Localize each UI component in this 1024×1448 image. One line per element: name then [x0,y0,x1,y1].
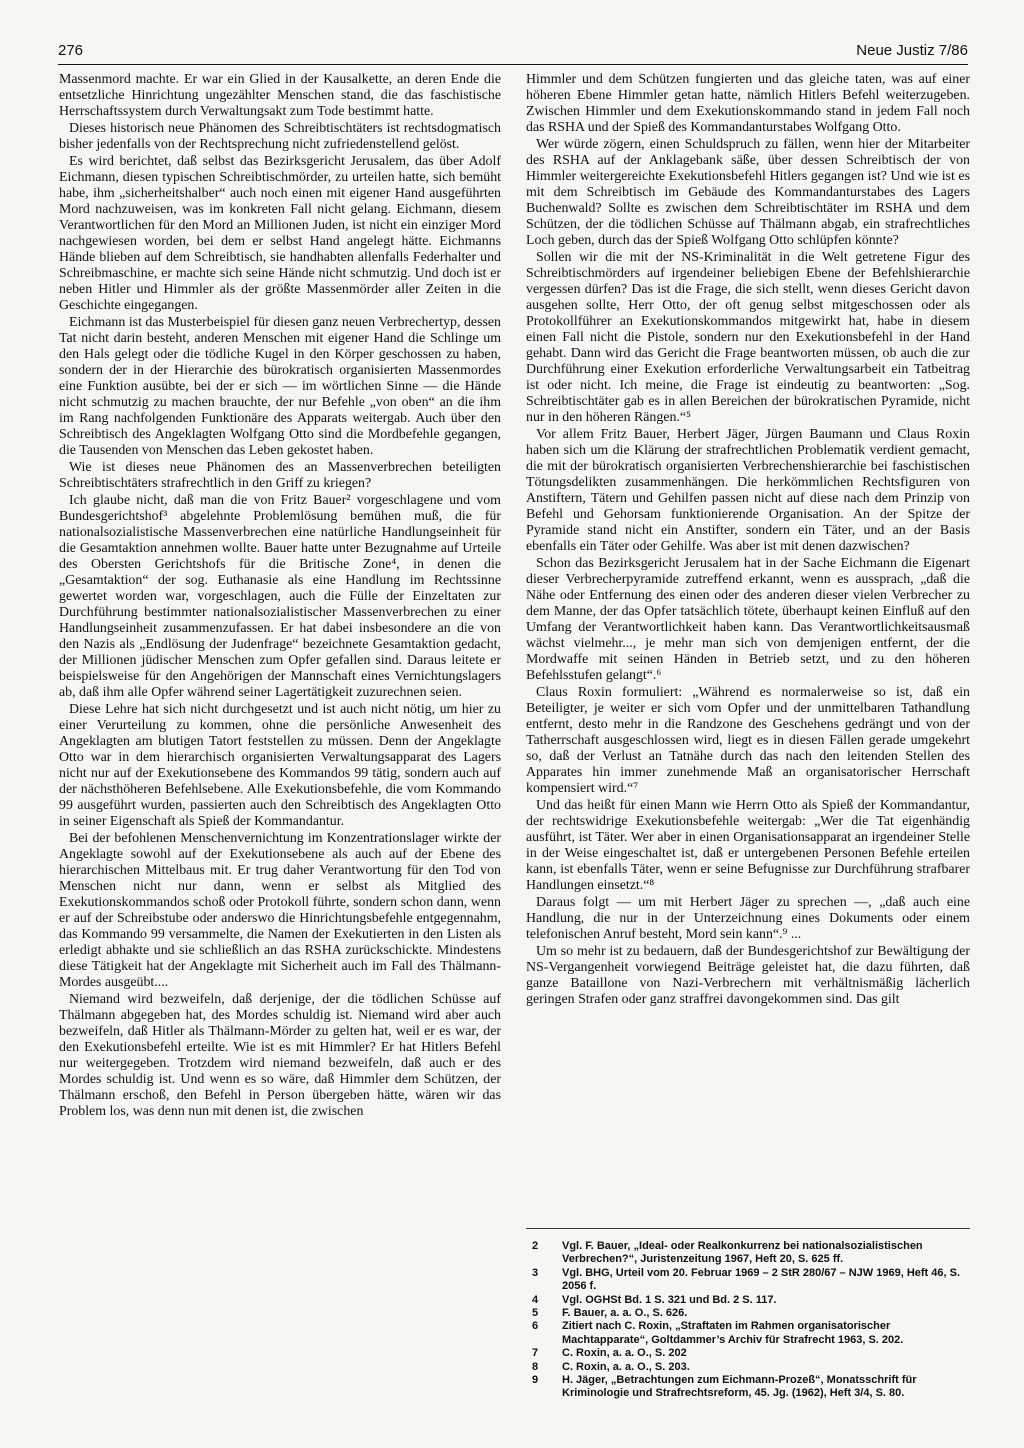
footnote-divider [526,1228,970,1229]
footnote [526,1294,970,1307]
footnote-number: 2 [532,1240,539,1252]
footnote-text: F. Bauer, a. a. O., S. 626. [562,1307,688,1320]
paragraph: Es wird berichtet, daß selbst das Bezirksgericht Jerusalem, das über Adolf Eichmann, diesen typischen Schreibtischmörder, zu urteilen hatte, sich bemüht habe, ihm „sicherheitshalber“ auch noch einen mit eigener Hand ausgeführten Mord nachzuweisen, was im konkreten Fall nicht gelang. Eichmann, diesem Verantwortlichen für den Mord an Millionen Juden, ist nicht ein einziger Mord nachgewiesen worden, bei dem er selbst Hand angelegt hätte. Eichmanns Hände blieben auf dem Schreibtisch, sie handhabten allenfalls Federhalter und Schreibmaschine, er machte sich seine Hände nicht schmutzig. Und doch ist er neben Hitler und Himmler als der größte Massenmörder aller Zeiten in die Geschichte eingegangen. [59,154,501,313]
footnote [526,1374,970,1401]
paragraph: Schon das Bezirksgericht Jerusalem hat in der Sache Eichmann die Eigenart dieser Verbrecherpyramide zutreffend erkannt, wenn es aussprach, „daß die Nähe oder Entfernung des einen oder des anderen dieser vielen Verbrecher zu dem Manne, der das Opfer tatsächlich tötete, überhaupt keinen Einfluß auf den Umfang der Verantwortlichkeit haben kann. Das Verantwortlichkeitsausmaß wächst vielmehr..., je mehr man sich von demjenigen entfernt, der die Mordwaffe mit seinen Händen in Betrieb setzt, und zu den höheren Befehlsstufen gelangt“.⁶ [526,556,970,683]
paragraph: Sollen wir die mit der NS-Kriminalität in die Welt getretene Figur des Schreibtischmörders auf irgendeiner beliebigen Ebene der Befehlshierarchie vergessen dürfen? Das ist die Frage, die sich stellt, wenn dieses Gericht davon ausgehen sollte, Herr Otto, der oft genug selbst mitgeschossen oder als Protokollführer an Exekutionskommandos mitgewirkt hat, habe in diesem einen Fall nicht die Pistole, sondern nur den Exekutionsbefehl in der Hand gehabt. Dann wird das Gericht die Frage beantworten müssen, ob auch die zur Durchführung einer Exekution erforderliche Verwaltungsarbeit ein Tatbeitrag ist oder nicht. Ich meine, die Frage ist eindeutig zu beantworten: „Sog. Schreibtischtäter gab es in allen Bereichen der bürokratischen Pyramide, nicht nur in den höheren Rängen.“⁵ [526,250,970,425]
paragraph: Diese Lehre hat sich nicht durchgesetzt und ist auch nicht nötig, um hier zu einer Verurteilung zu kommen, ohne die persönliche Anwesenheit des Angeklagten am blutigen Tatort feststellen zu müssen. Denn der Angeklagte Otto war in dem hierarchisch organisierten Verwaltungsapparat des Lagers nicht nur auf der Exekutionsebene des Kommandos 99 tätig, sondern auch auf der nächsthöheren Befehlsebene. Alle Exekutionsbefehle, die vom Kommando 99 ausgeführt wurden, passierten auch den Schreibtisch des Angeklagten Otto in seiner Eigenschaft als Spieß der Kommandantur. [59,702,501,829]
right-column [526,72,970,1009]
paragraph: Wer würde zögern, einen Schuldspruch zu fällen, wenn hier der Mitarbeiter des RSHA auf der Anklagebank säße, über dessen Schreibtisch der von Himmler weitergereichte Exekutionsbefehl Hitlers gegangen ist? Und wie ist es mit dem Schreibtisch im Gebäude des Kommandanturstabes des Lagers Buchenwald? Sollte es zwischen dem Schreibtischtäter im RSHA und dem Schützen, der die tödlichen Schüsse auf Thälmann abgab, ein strafrechtliches Loch geben, durch das der Spieß Wolfgang Otto schlüpfen könnte? [526,137,970,248]
footnote-number: 7 [532,1347,539,1360]
paragraph: Daraus folgt — um mit Herbert Jäger zu sprechen —, „daß auch eine Handlung, die nur in der Unterzeichnung eines Dokuments oder einem telefonischen Anruf besteht, Mord sein kann“.⁹ ... [526,895,970,942]
footnote-number: 6 [532,1320,539,1333]
paragraph: Wie ist dieses neue Phänomen des an Massenverbrechen beteiligten Schreibtischtäters strafrechtlich in den Griff zu kriegen? [59,460,501,491]
footnote-number: 8 [532,1360,539,1373]
journal-issue: Neue Justiz 7/86 [856,42,968,59]
footnote [526,1307,970,1320]
footnote-number: 9 [532,1374,539,1387]
paragraph: Massenmord machte. Er war ein Glied in der Kausalkette, an deren Ende die entsetzliche Hinrichtung ungezählter Menschen stand, die das faschistische Herrschaftssystem durch Verwaltungsakt zum Tode bestimmt hatte. [59,72,501,119]
paragraph: Um so mehr ist zu bedauern, daß der Bundesgerichtshof zur Bewältigung der NS-Vergangenheit vorwiegend Beiträge geleistet hat, die dazu führten, daß ganze Bataillone von Nazi-Verbrechern mit verhältnismäßig lächerlich geringen Strafen oder ganz straffrei davongekommen sind. Das gilt [526,944,970,1007]
footnote [526,1320,970,1347]
footnote-text: C. Roxin, a. a. O., S. 203. [562,1360,690,1373]
paragraph: Bei der befohlenen Menschenvernichtung im Konzentrationslager wirkte der Angeklagte sowohl auf der Exekutionsebene als auch auf der Ebene des hierarchischen Mittelbaus mit. Er trug daher Verantwortung für den Tod von Menschen nicht nur dann, wenn er selbst als Mitglied des Exekutionskommandos schoß oder Protokoll führte, sondern schon dann, wenn er auf der Schreibstube oder anderswo die Hinrichtungsbefehle entgegennahm, das Kommando 99 versammelte, die Namen der Exekutierten in den Listen als erledigt abhakte und sie schließlich an das RSHA zurückschickte. Mindestens diese Tätigkeit hat der Angeklagte mit Sicherheit auch im Fall des Thälmann-Mordes ausgeübt.... [59,831,501,990]
paragraph: Claus Roxin formuliert: „Während es normalerweise so ist, daß ein Beteiligter, je weiter er sich vom Opfer und der unmittelbaren Tathandlung entfernt, desto mehr in die Randzone des Geschehens gedrängt und von der Tatherrschaft ausgeschlossen wird, liegt es in diesen Fällen gerade umgekehrt so, daß der Verlust an Tatnähe durch das nach den leitenden Stellen des Apparates hin immer zunehmende Maß an organisatorischer Herrschaft kompensiert wird.“⁷ [526,685,970,796]
footnote-text: H. Jäger, „Betrachtungen zum Eichmann-Prozeß“, Monatsschrift für Kriminologie und Strafrechtsreform, 45. Jg. (1962), Heft 3/4, S. 80. [562,1374,917,1400]
paragraph: Himmler und dem Schützen fungierten und das gleiche taten, was auf einer höheren Ebene Himmler getan hatte, nämlich Hitlers Befehl weiterzugeben. Zwischen Himmler und dem Exekutionskommando stand in jedem Fall noch das RSHA und der Spieß des Kommandanturstabes Wolfgang Otto. [526,72,970,135]
footnote [526,1240,970,1267]
paragraph: Vor allem Fritz Bauer, Herbert Jäger, Jürgen Baumann und Claus Roxin haben sich um die Klärung der strafrechtlichen Problematik verdient gemacht, die mit der bürokratisch organisierten Verbrechenshierarchie bei faschistischen Tötungsdelikten zusammenhängen. Die herkömmlichen Rechtsfiguren von Anstiftern, Tätern und Gehilfen passen nicht auf diese nach dem Prinzip von Befehl und Gehorsam funktionierende Organisation. An der Spitze der Pyramide stand nicht ein Anstifter, sondern ein Täter, und an der Basis ebenfalls ein Täter oder Gehilfe. Was aber ist mit denen dazwischen? [526,427,970,554]
footnotes [526,1240,970,1401]
page-header [58,40,968,65]
footnote-text: Vgl. F. Bauer, „Ideal- oder Realkonkurrenz bei nationalsozialistischen Verbrechen?“, Juristenzeitung 1967, Heft 20, S. 625 ff. [562,1240,923,1266]
left-column [59,72,501,1121]
paragraph: Dieses historisch neue Phänomen des Schreibtischtäters ist rechtsdogmatisch bisher jedenfalls von der Rechtsprechung nicht zufriedenstellend gelöst. [59,121,501,152]
footnote-text: Vgl. OGHSt Bd. 1 S. 321 und Bd. 2 S. 117. [562,1293,777,1306]
footnote-number: 5 [532,1307,539,1320]
page-number: 276 [58,42,84,59]
footnote-number: 4 [532,1293,539,1306]
footnote-number: 3 [532,1266,539,1279]
paragraph: Und das heißt für einen Mann wie Herrn Otto als Spieß der Kommandantur, der rechtswidrige Exekutionsbefehle weitergab: „Wer die Tat eigenhändig ausführt, ist Täter. Wer aber in einen Organisationsapparat an irgendeiner Stelle in der Weise eingeschaltet ist, daß er untergebenen Personen Befehle erteilen kann, ist ebenfalls Täter, wenn er seine Befugnisse zur Durchführung strafbarer Handlungen einsetzt.“⁸ [526,798,970,893]
footnote-text: C. Roxin, a. a. O., S. 202 [562,1347,687,1360]
paragraph: Ich glaube nicht, daß man die von Fritz Bauer² vorgeschlagene und vom Bundesgerichtshof³ abgelehnte Problemlösung bemühen muß, die für nationalsozialistische Massenverbrechen eine natürliche Handlungseinheit für die Gesamtaktion annehmen wollte. Bauer hatte unter Bezugnahme auf Urteile des Obersten Gerichtshofs für die Britische Zone⁴, in denen die „Gesamtaktion“ der sog. Euthanasie als eine Handlung im Rechtssinne gewertet worden war, vorgeschlagen, auch die Fülle der Einzeltaten zur Durchführung bestimmter nationalsozialistischer Massenverbrechen zu einer Handlungseinheit zusammenzufassen. Er hat dabei insbesondere an die von den Nazis als „Endlösung der Judenfrage“ bezeichnete Gesamtaktion gedacht, der Millionen jüdischer Menschen zum Opfer gefallen sind. Daraus leitete er beispielsweise für den Angehörigen der Mannschaft eines Vernichtungslagers ab, daß ihm alle Opfer während seiner Lagertätigkeit zuzurechnen seien. [59,493,501,700]
footnote-text: Vgl. BHG, Urteil vom 20. Februar 1969 – 2 StR 280/67 – NJW 1969, Heft 46, S. 2056 f. [562,1266,961,1293]
footnote [526,1347,970,1360]
footnote [526,1267,970,1294]
footnote [526,1361,970,1374]
paragraph: Niemand wird bezweifeln, daß derjenige, der die tödlichen Schüsse auf Thälmann abgegeben hat, des Mordes schuldig ist. Niemand wird aber auch bezweifeln, daß Hitler als Thälmann-Mörder zu gelten hat, weil er es war, der den Exekutionsbefehl erteilte. Wie ist es mit Himmler? Er hat Hitlers Befehl nur weitergegeben. Trotzdem wird niemand bezweifeln, daß auch er des Mordes schuldig ist. Und wenn es so wäre, daß Himmler dem Schützen, der Thälmann erschoß, den Befehl in Person übergeben hätte, wären wir das Problem los, was denn nun mit denen ist, die zwischen [59,992,501,1119]
footnote-text: Zitiert nach C. Roxin, „Straftaten im Rahmen organisatorischer Machtapparate“, Goltdammer’s Archiv für Strafrecht 1963, S. 202. [562,1320,904,1346]
paragraph: Eichmann ist das Musterbeispiel für diesen ganz neuen Verbrechertyp, dessen Tat nicht darin besteht, anderen Menschen mit eigener Hand die Schlinge um den Hals gelegt oder die tödliche Kugel in den Körper geschossen zu haben, sondern der in der Hierarchie des bürokratisch organisierten Massenmordes eine Funktion ausübte, bei der er sich — im wörtlichen Sinne — die Hände nicht schmutzig zu machen brauchte, der nur Befehle „von oben“ an die ihm im Rang nachfolgenden Funktionäre des Apparats weitergab. Auch über den Schreibtisch des Angeklagten Wolfgang Otto sind die Mordbefehle gegangen, die Tausenden von Menschen das Leben gekostet haben. [59,315,501,458]
